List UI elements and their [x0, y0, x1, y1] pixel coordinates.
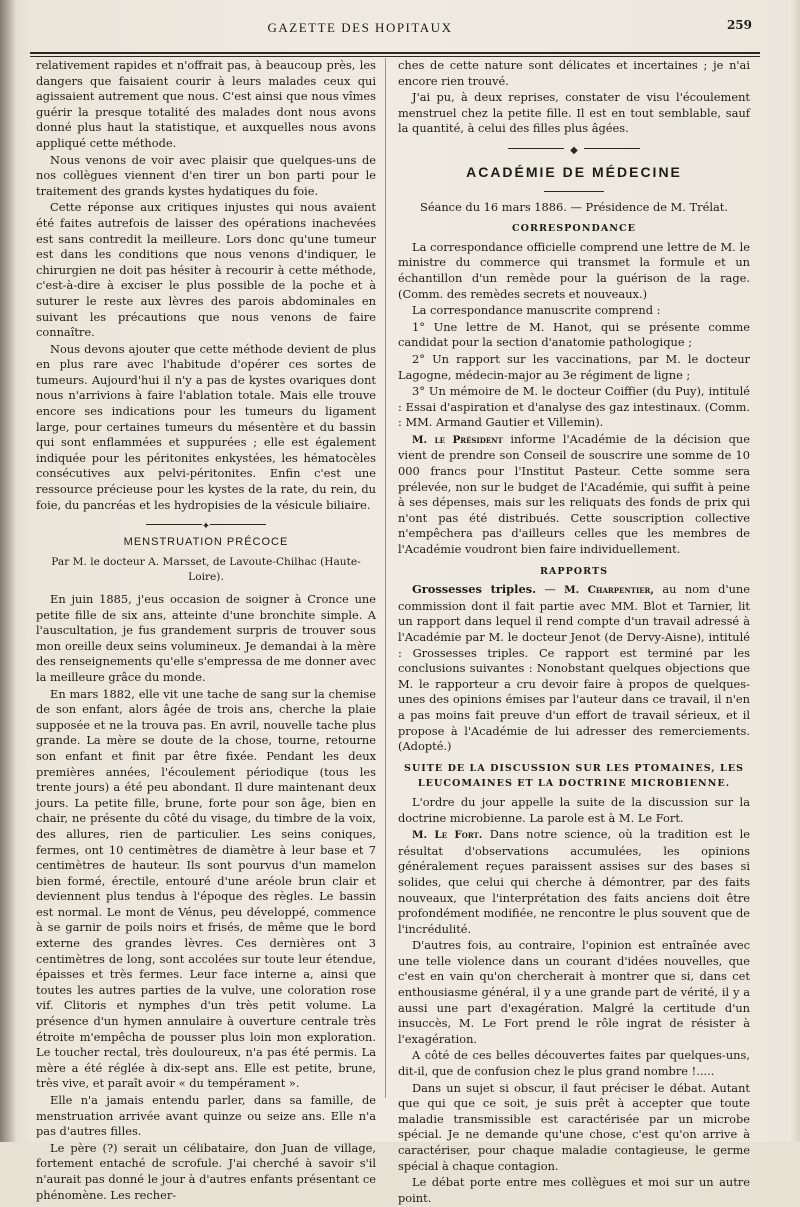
paragraph-text: informe l'Académie de la décision que vient de prendre son Conseil de souscrire une somme de 10 000 francs pour l'Institut Pasteur. Cette somme sera prélevée, non sur le budget de l'Académie, qui suffit à peine à ses dépenses, mais sur les reliquats des fonds de prix qui n'ont pas été distribués. Cette souscription collective n'empêchera pas d'ailleurs celles que les membres de l'Académie voudront bien faire individuellement.: [398, 431, 751, 557]
paragraph: En juin 1885, j'eus occasion de soigner à Cronce une petite fille de six ans, atteinte d'une bronchite simple. A l'auscultation, je fus grandement surpris de trouver sous mon oreille deux seins volumineux. Je demandai à la mère des renseignements qu'elle s'empressa de me donner avec la meilleure grâce du monde.: [36, 592, 376, 684]
paragraph: Le père (?) serait un célibataire, don Juan de village, fortement entaché de scrofule. J'ai cherché à savoir s'il n'aurait pas donné le jour à d'autres enfants présentant ce phénomène. Les recher-: [36, 1140, 376, 1202]
paragraph: Le débat porte entre mes collègues et moi sur un autre point.: [398, 1175, 750, 1205]
paragraph-report: Grossesses triples. — M. Charpentier, au nom d'une commission dont il fait partie avec MM. Blot et Tarnier, lit un rapport dans lequel il rend compte d'un travail adressé à l'Académie par M. le docteur Jenot (de Dervy-Aisne), intitulé : Grossesses triples. Ce rapport est terminé par les conclusions suivantes : Nonobstant quelques objections que M. le rapporteur a cru devoir faire à propos de quelques-unes des opinions émises par l'auteur dans ce travail, il n'en a pas moins fait preuve d'un effort de travail sérieux, et il propose à l'Académie de lui adresser des remerciements. (Adopté.): [398, 582, 750, 754]
header-rule: [30, 52, 760, 57]
speaker-label: M. Charpentier,: [564, 584, 654, 597]
academy-title: ACADÉMIE DE MÉDECINE: [466, 163, 682, 180]
paragraph: La correspondance officielle comprend une lettre de M. le ministre du commerce qui transmet la formule et un échantillon d'un remède pour la guérison de la rage. (Comm. des remèdes secrets et nouveaux.): [398, 239, 750, 301]
paragraph-lefort: [398, 827, 750, 937]
paragraph: J'ai pu, à deux reprises, constater de visu l'écoulement menstruel chez la petite fille. Il est en tout semblable, sauf la quantité, à celui des filles plus âgées.: [398, 90, 750, 136]
subhead-correspondence: CORRESPONDANCE: [511, 223, 636, 235]
paragraph: En mars 1882, elle vit une tache de sang sur la chemise de son enfant, alors âgée de trois ans, cherche la plaie supposée et ne la trouva pas. En avril, nouvelle tache plus grande. La mère se doute de la chose, tourne, retourne son enfant et finit par être fixée. Pendant les deux premières années, l'écoulement périodique (tous les trente jours) a été peu abondant. Il dure maintenant deux jours. La petite fille, brune, forte pour son âge, bien en chair, ne présente du côté du visage, du timbre de la voix, des allures, rien de particulier. Les seins coniques, fermes, ont 10 centimètres de diamètre à leur base et 7 centimètres de hauteur. Ils sont pourvus d'un mamelon bien formé, érectile, entouré d'une aréole brun clair et deviennent plus tendus à l'époque des règles. Le bassin est normal. Le mont de Vénus, peu développé, commence à se garnir de poils noirs et frisés, de même que le bord externe des grandes lèvres. Ces dernières ont 3 centimètres de long, sont accolées sur toute leur étendue, épaisses et très fermes. Leur face interne a, ainsi que toutes les autres parties de la vulve, une coloration rose vif. Clitoris et nymphes d'un très petit volume. La présence d'un hymen annulaire à ouverture centrale très étroite m'empêcha de pousser plus loin mon exploration. Le toucher rectal, très douloureux, n'a pas été permis. La mère a été réglée à dix-sept ans. Elle est petite, brune, très vive, et paraît avoir « du tempérament ».: [36, 686, 376, 1091]
paragraph: ches de cette nature sont délicates et incertaines ; je n'ai encore rien trouvé.: [398, 58, 750, 88]
section-ornament: ◆: [398, 143, 750, 153]
paragraph: La correspondance manuscrite comprend :: [412, 303, 661, 318]
column-divider: [385, 58, 386, 1098]
paragraph: Nous devons ajouter que cette méthode devient de plus en plus rare avec l'habitude d'opérer ces sortes de tumeurs. Aujourd'hui il n'y a pas de kystes ovariques dont nous n'arrivions à faire l'ablation totale. Mais elle trouve encore ses indications pour les tumeurs du ligament large, pour certaines tumeurs du mésentère et du bassin qui sont enflammées et suppurées ; elle est également indiquée pour les péritonites enkystées, les hématocèles consécutives aux pelvi-péritonites. Enfin c'est une ressource précieuse pour les kystes de la rate, du rein, du foie, du pancréas et les hydropisies de la vésicule biliaire.: [36, 341, 376, 512]
paragraph: 1° Une lettre de M. Hanot, qui se présente comme candidat pour la section d'anatomie pathologique ;: [398, 319, 750, 350]
speaker-label: M. le Président: [412, 433, 503, 446]
section-ornament: ✦: [36, 519, 376, 529]
running-title: GAZETTE DES HOPITAUX: [267, 20, 453, 35]
report-lead: Grossesses triples.: [412, 582, 537, 597]
paragraph: Elle n'a jamais entendu parler, dans sa famille, de menstruation arrivée avant quinze ou seize ans. Elle n'a pas d'autres filles.: [36, 1093, 376, 1139]
subhead-discussion: SUITE DE LA DISCUSSION SUR LES PTOMAINES, LES LEUCOMAINES ET LA DOCTRINE MICROBIENNE.: [404, 762, 744, 790]
paragraph: L'ordre du jour appelle la suite de la discussion sur la doctrine microbienne. La parole est à M. Le Fort.: [398, 794, 750, 825]
paragraph: Cette réponse aux critiques injustes qui nous avaient été faites autrefois de laisser des opérations inachevées est sans contredit la meilleure. Lors donc qu'une tumeur est dans les conditions que nous venons d'indiquer, le chirurgien ne doit pas hésiter à recourir à cette méthode, c'est-à-dire à exciser le plus possible de la poche et à suturer le reste aux lèvres des parois abdominales en suivant les précautions que nous venons de faire connaître.: [36, 200, 376, 340]
page-number: 259: [726, 18, 752, 32]
speaker-label: M. Le Fort.: [412, 829, 483, 842]
paragraph: Nous venons de voir avec plaisir que quelques-uns de nos collègues viennent d'en tirer un bon parti pour le traitement des grands kystes hydatiques du foie.: [36, 152, 376, 198]
paragraph: 2° Un rapport sur les vaccinations, par M. le docteur Lagogne, médecin-major au 3e régiment de ligne ;: [398, 351, 750, 382]
paragraph-president: [398, 432, 750, 558]
left-column: [36, 58, 376, 1204]
paragraph: Dans un sujet si obscur, il faut préciser le débat. Autant que qui que ce soit, je suis prêt à accepter que toute maladie transmissible est caractérisée par un microbe spécial. Je ne demande qu'une chose, c'est qu'on arrive à caractériser, pour chaque maladie contagieuse, le germe spécial à chaque contagion.: [398, 1080, 750, 1173]
paragraph: D'autres fois, au contraire, l'opinion est entraînée avec une telle violence dans un courant d'idées nouvelles, que c'est en vain qu'on chercherait à montrer que si, dans cet enthousiasme général, il y a une grande part de vérité, il y a aussi une part d'exagération. Malgré la certitude d'un insuccès, M. Le Fort prend le rôle ingrat de résister à l'exagération.: [398, 938, 750, 1046]
paragraph: 3° Un mémoire de M. le docteur Coiffier (du Puy), intitulé : Essai d'aspiration et d'analyse des gaz intestinaux. (Comm. : MM. Armand Gautier et Villemin).: [398, 384, 750, 430]
short-rule: [544, 191, 604, 192]
paragraph: A côté de ces belles découvertes faites par quelques-uns, dit-il, que de confusion chez le plus grand nombre !.....: [398, 1048, 750, 1079]
paragraph-text: au nom d'une commission dont il fait partie avec MM. Blot et Tarnier, lit un rapport dans lequel il rend compte d'un travail adressé à l'Académie par M. le docteur Jenot (de Dervy-Aisne), intitulé : Grossesses triples. Ce rapport est terminé par les conclusions suivantes : Nonobstant quelques objections que M. le rapporteur a cru devoir faire à propos de quelques-unes des opinions émises par l'auteur dans ce travail, il n'en a pas moins fait preuve d'un effort de travail sérieux, et il propose à l'Académie de lui adresser des remerciements. (Adopté.): [398, 582, 750, 754]
session-line: Séance du 16 mars 1886. — Présidence de M. Trélat.: [420, 199, 728, 214]
right-column: [398, 58, 750, 1207]
page-header: [0, 14, 800, 44]
subhead-reports: RAPPORTS: [539, 565, 609, 577]
paragraph-text: Dans notre science, où la tradition est le résultat d'observations accumulées, les opinions généralement reçues paraissent assises sur des bases si solides, que celui qui cherche à démontrer, par des faits nouveaux, que l'interprétation des faits anciens doit être profondément modifiée, ne rencontre le plus souvent que de l'incrédulité.: [398, 827, 751, 936]
binding-shadow: [0, 0, 16, 1142]
paragraph: relativement rapides et n'offrait pas, à beaucoup près, les dangers que faisaient courir à leurs malades ceux qui agissaient autrement que nous. C'est ainsi que nous vîmes guérir la presque totalité des malades dont nous avons donné plus haut la statistique, et auxquelles nous avons appliqué cette méthode.: [36, 58, 376, 150]
section-title: MENSTRUATION PRÉCOCE: [123, 536, 289, 549]
byline: Par M. le docteur A. Marsset, de Lavoute-Chilhac (Haute-Loire).: [51, 555, 361, 584]
